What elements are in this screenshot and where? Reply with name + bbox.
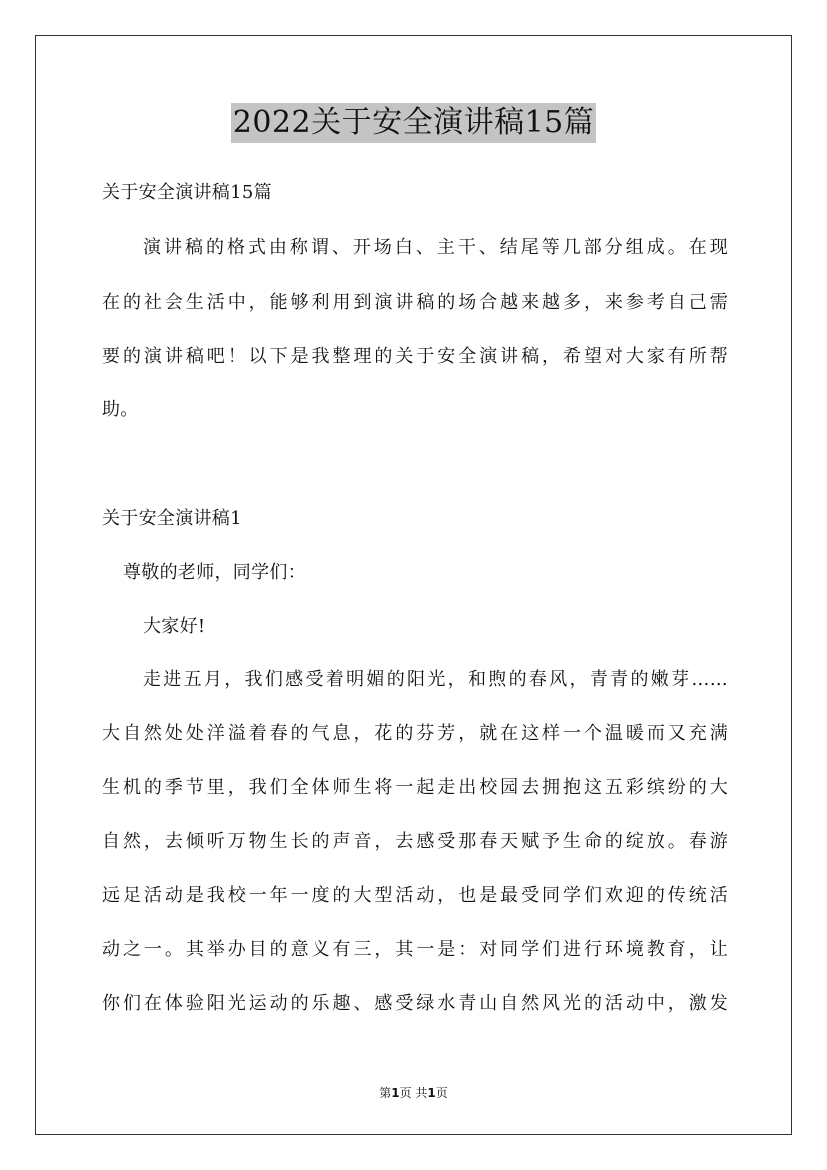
page-footer xyxy=(0,1085,827,1101)
intro-line: 助。 xyxy=(102,399,139,420)
footer-page-current: 1 xyxy=(391,1086,400,1100)
body-line: 自然，去倾听万物生长的声音，去感受那春天赋予生命的绽放。春游 xyxy=(102,831,728,852)
body-line: 走进五月，我们感受着明媚的阳光，和煦的春风，青青的嫩芽…… xyxy=(143,669,728,690)
body-line: 生机的季节里，我们全体师生将一起走出校园去拥抱这五彩缤纷的大 xyxy=(102,777,728,798)
section-heading: 关于安全演讲稿1 xyxy=(102,508,242,529)
body-line: 动之一。其举办目的意义有三，其一是：对同学们进行环境教育，让 xyxy=(102,939,728,960)
footer-prefix: 第 xyxy=(379,1086,392,1100)
body-line: 你们在体验阳光运动的乐趣、感受绿水青山自然风光的活动中，激发 xyxy=(102,993,728,1014)
intro-line: 演讲稿的格式由称谓、开场白、主干、结尾等几部分组成。在现 xyxy=(143,237,728,258)
body-line: 远足活动是我校一年一度的大型活动，也是最受同学们欢迎的传统活 xyxy=(102,885,728,906)
intro-line: 要的演讲稿吧！以下是我整理的关于安全演讲稿，希望对大家有所帮 xyxy=(102,346,728,367)
subtitle: 关于安全演讲稿15篇 xyxy=(102,182,272,203)
footer-suffix: 页 xyxy=(435,1086,448,1100)
greeting: 大家好! xyxy=(143,616,206,637)
document-title: 2022关于安全演讲稿15篇 xyxy=(231,103,597,143)
intro-line: 在的社会生活中，能够利用到演讲稿的场合越来越多，来参考自己需 xyxy=(102,292,728,313)
title-container xyxy=(0,103,827,143)
footer-page-total: 1 xyxy=(427,1086,436,1100)
body-line: 大自然处处洋溢着春的气息，花的芬芳，就在这样一个温暖而又充满 xyxy=(102,723,728,744)
salutation: 尊敬的老师，同学们： xyxy=(123,562,306,583)
footer-mid: 页 共 xyxy=(399,1086,428,1100)
